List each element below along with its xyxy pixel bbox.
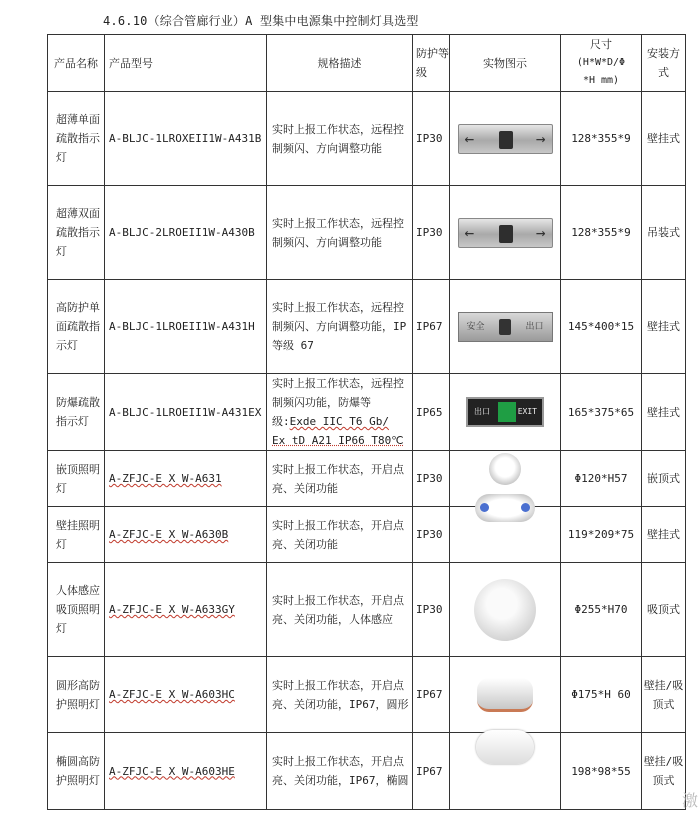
desc-text: 实时上报工作状态，远程控制频闪功能，防爆等级: <box>272 377 404 428</box>
cell-model: A-BLJC-2LROEII1W-A430B <box>105 186 267 280</box>
header-size <box>561 35 642 92</box>
ex-sign-image <box>466 397 544 427</box>
cell-desc: 实时上报工作状态，开启点亮、关闭功能，IP67，圆形 <box>267 657 413 733</box>
cell-mount: 吸顶式 <box>642 563 686 657</box>
header-image: 实物图示 <box>450 35 561 92</box>
cell-desc: 实时上报工作状态，远程控制频闪、方向调整功能，IP 等级 67 <box>267 280 413 374</box>
cell-size: Φ255*H70 <box>561 563 642 657</box>
cell-model: A-BLJC-1LROEII1W-A431EX <box>105 374 267 451</box>
cell-mount: 壁挂式 <box>642 507 686 563</box>
cell-desc: 实时上报工作状态，远程控制频闪、方向调整功能 <box>267 186 413 280</box>
cell-image <box>450 657 561 733</box>
cell-ip: IP67 <box>413 657 450 733</box>
cell-name: 嵌顶照明灯 <box>48 451 105 507</box>
cell-image <box>450 186 561 280</box>
cell-name: 高防护单面疏散指示灯 <box>48 280 105 374</box>
cell-model <box>105 507 267 563</box>
cell-image <box>450 280 561 374</box>
cell-name: 圆形高防护照明灯 <box>48 657 105 733</box>
cell-name: 人体感应吸顶照明灯 <box>48 563 105 657</box>
cell-mount: 壁挂式 <box>642 92 686 186</box>
cell-size: 165*375*65 <box>561 374 642 451</box>
cell-ip: IP30 <box>413 451 450 507</box>
cell-size: 128*355*9 <box>561 186 642 280</box>
cell-name: 超薄双面疏散指示灯 <box>48 186 105 280</box>
cell-name: 壁挂照明灯 <box>48 507 105 563</box>
cell-mount: 壁挂式 <box>642 374 686 451</box>
cell-size: 145*400*15 <box>561 280 642 374</box>
cell-name: 椭圆高防护照明灯 <box>48 733 105 810</box>
cell-desc: 实时上报工作状态，开启点亮、关闭功能 <box>267 507 413 563</box>
table-row <box>48 507 686 563</box>
running-man-icon <box>499 319 511 335</box>
cell-desc <box>267 374 413 451</box>
cell-model <box>105 657 267 733</box>
cell-mount: 壁挂/吸顶式 <box>642 733 686 810</box>
header-mount: 安装方式 <box>642 35 686 92</box>
cell-model <box>105 451 267 507</box>
downlight-image <box>489 453 521 485</box>
cell-mount: 吊装式 <box>642 186 686 280</box>
header-model: 产品型号 <box>105 35 267 92</box>
section-title: 4.6.10（综合管廊行业）A 型集中电源集中控制灯具选型 <box>103 14 419 28</box>
lamp-selection-table <box>47 34 686 810</box>
cell-model <box>105 733 267 810</box>
table-row <box>48 280 686 374</box>
cell-model: A-BLJC-1LROXEII1W-A431B <box>105 92 267 186</box>
header-size-l1: 尺寸 <box>590 38 612 51</box>
cell-name: 防爆疏散指示灯 <box>48 374 105 451</box>
table-row <box>48 186 686 280</box>
model-text: A-ZFJC-E X W-A631 <box>109 472 222 485</box>
header-desc: 规格描述 <box>267 35 413 92</box>
round-light-image <box>477 678 533 712</box>
arrow-right-icon: → <box>535 222 546 242</box>
cell-ip: IP67 <box>413 280 450 374</box>
arrow-right-icon: → <box>535 128 546 148</box>
cell-name: 超薄单面疏散指示灯 <box>48 92 105 186</box>
table-row <box>48 733 686 810</box>
wall-light-image <box>475 494 535 522</box>
cell-image <box>450 733 561 810</box>
cell-ip: IP67 <box>413 733 450 810</box>
table-row <box>48 451 686 507</box>
running-man-icon <box>499 131 513 149</box>
header-size-l3: *H mm) <box>582 75 620 86</box>
cell-mount: 壁挂/吸顶式 <box>642 657 686 733</box>
sign-text-safe: 安全 <box>466 321 485 332</box>
table-row <box>48 374 686 451</box>
cell-image <box>450 374 561 451</box>
cell-size: 128*355*9 <box>561 92 642 186</box>
table-row <box>48 563 686 657</box>
sign-text-exit-cn: 出口 <box>474 407 490 416</box>
cell-model: A-BLJC-1LROEII1W-A431H <box>105 280 267 374</box>
running-man-icon <box>499 225 513 243</box>
cell-mount: 嵌顶式 <box>642 451 686 507</box>
cell-desc: 实时上报工作状态，开启点亮、关闭功能，人体感应 <box>267 563 413 657</box>
cell-size: Φ120*H57 <box>561 451 642 507</box>
ceiling-light-image <box>474 579 536 641</box>
oval-light-image <box>476 730 534 764</box>
table-row <box>48 657 686 733</box>
header-size-l2: (H*W*D/Φ <box>576 57 626 68</box>
cell-image <box>450 563 561 657</box>
model-text: A-ZFJC-E X W-A630B <box>109 528 229 541</box>
exit-sign-image <box>458 218 553 248</box>
cell-ip: IP65 <box>413 374 450 451</box>
exit-sign-image <box>458 312 553 342</box>
table-header-row <box>48 35 686 92</box>
cell-ip: IP30 <box>413 92 450 186</box>
cell-size: 198*98*55 <box>561 733 642 810</box>
cell-desc: 实时上报工作状态，开启点亮、关闭功能，IP67，椭圆 <box>267 733 413 810</box>
model-text: A-ZFJC-E X W-A603HE <box>109 764 235 778</box>
cell-image <box>450 507 561 563</box>
header-ip: 防护等级 <box>413 35 450 92</box>
cell-size: 119*209*75 <box>561 507 642 563</box>
cell-ip: IP30 <box>413 186 450 280</box>
sign-text-exit-en: EXIT <box>517 407 537 416</box>
arrow-left-icon: ← <box>464 128 475 148</box>
running-man-icon <box>498 402 516 422</box>
table-row <box>48 92 686 186</box>
cell-mount: 壁挂式 <box>642 280 686 374</box>
model-text: A-ZFJC-E X W-A633GY <box>109 603 235 616</box>
cell-desc: 实时上报工作状态，开启点亮、关闭功能 <box>267 451 413 507</box>
cell-desc: 实时上报工作状态，远程控制频闪、方向调整功能 <box>267 92 413 186</box>
cell-image <box>450 92 561 186</box>
cell-ip: IP30 <box>413 563 450 657</box>
cell-model <box>105 563 267 657</box>
desc-ex2: Ex tD A21 IP66 T80℃ <box>272 434 404 447</box>
desc-ex1: Exde IIC T6 Gb/ <box>289 415 389 428</box>
exit-sign-image <box>458 124 553 154</box>
arrow-left-icon: ← <box>464 222 475 242</box>
model-text: A-ZFJC-E X W-A603HC <box>109 688 235 701</box>
header-name: 产品名称 <box>48 35 105 92</box>
watermark: 激 <box>681 791 698 810</box>
cell-ip: IP30 <box>413 507 450 563</box>
cell-size: Φ175*H 60 <box>561 657 642 733</box>
sign-text-exit: 出口 <box>525 321 544 332</box>
